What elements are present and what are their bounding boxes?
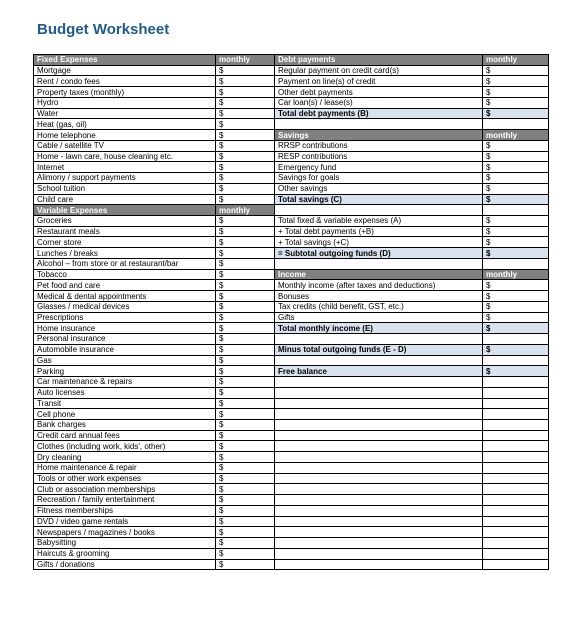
- blank-row: [275, 548, 549, 559]
- summary-label: Free balance: [275, 366, 483, 377]
- total-row: [275, 323, 549, 334]
- summary-label: Other debt payments: [275, 87, 483, 98]
- summary-row: [275, 312, 549, 323]
- expense-row: [34, 76, 275, 87]
- expense-label: Restaurant meals: [34, 226, 216, 237]
- amount-field[interactable]: $: [216, 409, 275, 420]
- expense-label: Dry cleaning: [34, 452, 216, 463]
- blank-cell: [275, 334, 483, 345]
- summary-label: Total monthly income (E): [275, 323, 483, 334]
- expense-row: [34, 559, 275, 570]
- section-header-row: [34, 55, 275, 66]
- amount-field[interactable]: $: [216, 334, 275, 345]
- amount-field[interactable]: $: [483, 97, 549, 108]
- blank-row: [275, 355, 549, 366]
- total-row: [275, 366, 549, 377]
- summary-row: [275, 76, 549, 87]
- amount-field[interactable]: $: [483, 248, 549, 259]
- summary-label: Savings for goals: [275, 173, 483, 184]
- blank-cell: [275, 398, 483, 409]
- total-row: [275, 108, 549, 119]
- amount-field[interactable]: $: [483, 312, 549, 323]
- expense-label: Alcohol – from store or at restaurant/bar: [34, 258, 216, 269]
- amount-field[interactable]: $: [483, 65, 549, 76]
- amount-field[interactable]: $: [216, 527, 275, 538]
- amount-field[interactable]: $: [483, 366, 549, 377]
- expense-row: [34, 548, 275, 559]
- summary-label: Tax credits (child benefit, GST, etc.): [275, 301, 483, 312]
- expense-row: [34, 441, 275, 452]
- amount-field[interactable]: $: [216, 173, 275, 184]
- amount-field[interactable]: $: [483, 280, 549, 291]
- expense-label: School tuition: [34, 183, 216, 194]
- summary-row: [275, 183, 549, 194]
- blank-cell: [275, 505, 483, 516]
- section-header-row: [275, 55, 549, 66]
- blank-cell: [275, 119, 483, 130]
- summary-row: [275, 162, 549, 173]
- expense-row: [34, 87, 275, 98]
- expense-label: Alimony / support payments: [34, 173, 216, 184]
- blank-cell: [275, 205, 483, 216]
- blank-cell: [275, 516, 483, 527]
- expense-label: Groceries: [34, 216, 216, 227]
- summary-row: [275, 216, 549, 227]
- blank-row: [275, 495, 549, 506]
- expense-row: [34, 119, 275, 130]
- amount-field[interactable]: $: [216, 452, 275, 463]
- total-row: [275, 344, 549, 355]
- blank-row: [275, 441, 549, 452]
- blank-cell: [275, 452, 483, 463]
- blank-row: [275, 462, 549, 473]
- amount-field[interactable]: $: [216, 151, 275, 162]
- amount-field[interactable]: $: [216, 280, 275, 291]
- amount-field[interactable]: $: [483, 87, 549, 98]
- expense-row: [34, 344, 275, 355]
- amount-field[interactable]: $: [483, 301, 549, 312]
- expense-row: [34, 387, 275, 398]
- amount-field[interactable]: $: [216, 65, 275, 76]
- amount-field[interactable]: $: [216, 355, 275, 366]
- blank-row: [275, 559, 549, 570]
- amount-field[interactable]: $: [216, 377, 275, 388]
- summary-label: Car loan(s) / lease(s): [275, 97, 483, 108]
- blank-row: [275, 516, 549, 527]
- blank-cell: [275, 409, 483, 420]
- expense-row: [34, 162, 275, 173]
- amount-field[interactable]: $: [216, 516, 275, 527]
- expense-label: Water: [34, 108, 216, 119]
- amount-field[interactable]: $: [483, 291, 549, 302]
- expense-row: [34, 377, 275, 388]
- amount-field[interactable]: $: [483, 344, 549, 355]
- summary-label: Total debt payments (B): [275, 108, 483, 119]
- blank-row: [275, 473, 549, 484]
- column-header-monthly: monthly: [483, 55, 549, 66]
- blank-row: [275, 419, 549, 430]
- amount-field[interactable]: $: [483, 151, 549, 162]
- total-row: [275, 194, 549, 205]
- summary-row: [275, 173, 549, 184]
- amount-field[interactable]: $: [216, 108, 275, 119]
- expense-row: [34, 355, 275, 366]
- expense-row: [34, 130, 275, 141]
- expense-row: [34, 505, 275, 516]
- summary-row: [275, 97, 549, 108]
- expense-row: [34, 194, 275, 205]
- expense-label: Home telephone: [34, 130, 216, 141]
- expense-label: Transit: [34, 398, 216, 409]
- blank-cell: [275, 387, 483, 398]
- expense-label: DVD / video game rentals: [34, 516, 216, 527]
- summary-row: [275, 226, 549, 237]
- amount-field[interactable]: $: [216, 344, 275, 355]
- expense-row: [34, 430, 275, 441]
- blank-cell: [483, 484, 549, 495]
- summary-row: [275, 87, 549, 98]
- section-header: Savings: [275, 130, 483, 141]
- expense-label: Rent / condo fees: [34, 76, 216, 87]
- blank-cell: [483, 452, 549, 463]
- expense-label: Home maintenance & repair: [34, 462, 216, 473]
- amount-field[interactable]: $: [216, 76, 275, 87]
- blank-cell: [483, 516, 549, 527]
- expense-label: Fitness memberships: [34, 505, 216, 516]
- summary-label: Total fixed & variable expenses (A): [275, 216, 483, 227]
- blank-cell: [275, 430, 483, 441]
- blank-cell: [483, 409, 549, 420]
- expense-label: Recreation / family entertainment: [34, 495, 216, 506]
- amount-field[interactable]: $: [216, 559, 275, 570]
- expense-label: Newspapers / magazines / books: [34, 527, 216, 538]
- amount-field[interactable]: $: [216, 430, 275, 441]
- expense-label: Cable / satellite TV: [34, 140, 216, 151]
- expense-row: [34, 97, 275, 108]
- expense-label: Babysitting: [34, 538, 216, 549]
- expense-label: Club or association memberships: [34, 484, 216, 495]
- blank-cell: [483, 548, 549, 559]
- amount-field[interactable]: $: [216, 226, 275, 237]
- blank-row: [275, 205, 549, 216]
- blank-cell: [275, 377, 483, 388]
- summary-label: Regular payment on credit card(s): [275, 65, 483, 76]
- amount-field[interactable]: $: [216, 194, 275, 205]
- expense-label: Glasses / medical devices: [34, 301, 216, 312]
- expense-label: Credit card annual fees: [34, 430, 216, 441]
- expense-row: [34, 484, 275, 495]
- amount-field[interactable]: $: [216, 419, 275, 430]
- blank-cell: [483, 505, 549, 516]
- summary-label: + Total debt payments (+B): [275, 226, 483, 237]
- blank-cell: [483, 441, 549, 452]
- blank-cell: [483, 559, 549, 570]
- blank-cell: [275, 441, 483, 452]
- expense-label: Home insurance: [34, 323, 216, 334]
- blank-row: [275, 387, 549, 398]
- expense-row: [34, 398, 275, 409]
- amount-field[interactable]: $: [216, 462, 275, 473]
- expense-label: Automobile insurance: [34, 344, 216, 355]
- expense-label: Pet food and care: [34, 280, 216, 291]
- blank-cell: [483, 119, 549, 130]
- blank-cell: [483, 430, 549, 441]
- section-header: Debt payments: [275, 55, 483, 66]
- amount-field[interactable]: $: [216, 484, 275, 495]
- blank-row: [275, 409, 549, 420]
- blank-cell: [483, 419, 549, 430]
- column-header-monthly: monthly: [216, 55, 275, 66]
- expense-label: Hydro: [34, 97, 216, 108]
- blank-row: [275, 538, 549, 549]
- summary-label: Payment on line(s) of credit: [275, 76, 483, 87]
- blank-cell: [483, 258, 549, 269]
- blank-cell: [275, 419, 483, 430]
- blank-cell: [483, 205, 549, 216]
- summary-row: [275, 140, 549, 151]
- expense-row: [34, 452, 275, 463]
- blank-row: [275, 258, 549, 269]
- blank-row: [275, 505, 549, 516]
- column-header-monthly: monthly: [483, 130, 549, 141]
- summary-label: RRSP contributions: [275, 140, 483, 151]
- summary-label: + Total savings (+C): [275, 237, 483, 248]
- amount-field[interactable]: $: [483, 140, 549, 151]
- amount-field[interactable]: $: [216, 301, 275, 312]
- blank-cell: [275, 527, 483, 538]
- expense-row: [34, 323, 275, 334]
- summary-label: Gifts: [275, 312, 483, 323]
- summary-label: RESP contributions: [275, 151, 483, 162]
- summary-label: = Subtotal outgoing funds (D): [275, 248, 483, 259]
- amount-field[interactable]: $: [216, 130, 275, 141]
- expense-label: Property taxes (monthly): [34, 87, 216, 98]
- expense-label: Heat (gas, oil): [34, 119, 216, 130]
- expense-row: [34, 291, 275, 302]
- summary-row: [275, 237, 549, 248]
- expense-row: [34, 334, 275, 345]
- expense-row: [34, 527, 275, 538]
- expense-label: Personal insurance: [34, 334, 216, 345]
- amount-field[interactable]: $: [216, 538, 275, 549]
- summary-row: [275, 291, 549, 302]
- amount-field[interactable]: $: [216, 162, 275, 173]
- column-header-monthly: monthly: [216, 205, 275, 216]
- blank-cell: [275, 548, 483, 559]
- expense-row: [34, 462, 275, 473]
- summary-label: Minus total outgoing funds (E - D): [275, 344, 483, 355]
- summary-label: Monthly income (after taxes and deductions): [275, 280, 483, 291]
- section-header-row: [275, 269, 549, 280]
- amount-field[interactable]: $: [216, 473, 275, 484]
- expense-row: [34, 173, 275, 184]
- total-row: [275, 248, 549, 259]
- expense-label: Haircuts & grooming: [34, 548, 216, 559]
- section-header: Fixed Expenses: [34, 55, 216, 66]
- expense-row: [34, 516, 275, 527]
- expense-label: Internet: [34, 162, 216, 173]
- expense-row: [34, 495, 275, 506]
- expense-row: [34, 419, 275, 430]
- expense-label: Gas: [34, 355, 216, 366]
- amount-field[interactable]: $: [216, 398, 275, 409]
- blank-cell: [275, 355, 483, 366]
- expense-label: Medical & dental appointments: [34, 291, 216, 302]
- amount-field[interactable]: $: [216, 183, 275, 194]
- section-header: Variable Expenses: [34, 205, 216, 216]
- amount-field[interactable]: $: [216, 291, 275, 302]
- summary-row: [275, 151, 549, 162]
- expense-row: [34, 108, 275, 119]
- blank-row: [275, 430, 549, 441]
- expense-row: [34, 65, 275, 76]
- summary-label: Emergency fund: [275, 162, 483, 173]
- blank-cell: [275, 473, 483, 484]
- blank-row: [275, 334, 549, 345]
- expense-row: [34, 538, 275, 549]
- amount-field[interactable]: $: [216, 258, 275, 269]
- expense-label: Bank charges: [34, 419, 216, 430]
- amount-field[interactable]: $: [216, 495, 275, 506]
- blank-row: [275, 377, 549, 388]
- section-header-row: [34, 205, 275, 216]
- summary-row: [275, 301, 549, 312]
- amount-field[interactable]: $: [483, 226, 549, 237]
- blank-cell: [275, 484, 483, 495]
- blank-cell: [275, 462, 483, 473]
- summary-label: Total savings (C): [275, 194, 483, 205]
- expense-label: Clothes (including work, kids', other): [34, 441, 216, 452]
- expense-row: [34, 409, 275, 420]
- amount-field[interactable]: $: [483, 323, 549, 334]
- blank-cell: [275, 538, 483, 549]
- expense-row: [34, 280, 275, 291]
- expense-row: [34, 237, 275, 248]
- blank-cell: [483, 355, 549, 366]
- section-header: Income: [275, 269, 483, 280]
- amount-field[interactable]: $: [483, 194, 549, 205]
- amount-field[interactable]: $: [483, 216, 549, 227]
- expense-row: [34, 473, 275, 484]
- blank-cell: [275, 258, 483, 269]
- expense-row: [34, 301, 275, 312]
- amount-field[interactable]: $: [216, 387, 275, 398]
- amount-field[interactable]: $: [216, 248, 275, 259]
- expense-row: [34, 248, 275, 259]
- amount-field[interactable]: $: [216, 441, 275, 452]
- expense-label: Lunches / breaks: [34, 248, 216, 259]
- expense-label: Car maintenance & repairs: [34, 377, 216, 388]
- amount-field[interactable]: $: [216, 548, 275, 559]
- amount-field[interactable]: $: [483, 76, 549, 87]
- expense-label: Tools or other work expenses: [34, 473, 216, 484]
- amount-field[interactable]: $: [483, 173, 549, 184]
- expense-label: Prescriptions: [34, 312, 216, 323]
- blank-row: [275, 527, 549, 538]
- expense-label: Cell phone: [34, 409, 216, 420]
- blank-cell: [483, 538, 549, 549]
- summary-label: Bonuses: [275, 291, 483, 302]
- expense-label: Parking: [34, 366, 216, 377]
- blank-row: [275, 452, 549, 463]
- expense-row: [34, 183, 275, 194]
- amount-field[interactable]: $: [483, 108, 549, 119]
- expense-label: Child care: [34, 194, 216, 205]
- blank-cell: [483, 377, 549, 388]
- expense-row: [34, 140, 275, 151]
- expenses-table: [33, 54, 275, 570]
- expense-row: [34, 216, 275, 227]
- expense-label: Tobacco: [34, 269, 216, 280]
- amount-field[interactable]: $: [216, 366, 275, 377]
- expense-label: Mortgage: [34, 65, 216, 76]
- expense-label: Corner store: [34, 237, 216, 248]
- blank-cell: [483, 495, 549, 506]
- blank-cell: [483, 334, 549, 345]
- blank-cell: [275, 495, 483, 506]
- expense-label: Home - lawn care, house cleaning etc.: [34, 151, 216, 162]
- amount-field[interactable]: $: [216, 312, 275, 323]
- blank-cell: [483, 462, 549, 473]
- column-header-monthly: monthly: [483, 269, 549, 280]
- amount-field[interactable]: $: [483, 183, 549, 194]
- section-header-row: [275, 130, 549, 141]
- amount-field[interactable]: $: [483, 237, 549, 248]
- expense-row: [34, 226, 275, 237]
- expense-row: [34, 269, 275, 280]
- summary-row: [275, 280, 549, 291]
- amount-field[interactable]: $: [216, 323, 275, 334]
- expense-row: [34, 366, 275, 377]
- blank-cell: [275, 559, 483, 570]
- amount-field[interactable]: $: [216, 216, 275, 227]
- amount-field[interactable]: $: [216, 119, 275, 130]
- amount-field[interactable]: $: [216, 269, 275, 280]
- amount-field[interactable]: $: [216, 237, 275, 248]
- page-title: Budget Worksheet: [37, 21, 170, 38]
- expense-row: [34, 312, 275, 323]
- amount-field[interactable]: $: [483, 162, 549, 173]
- amount-field[interactable]: $: [216, 87, 275, 98]
- blank-row: [275, 398, 549, 409]
- blank-cell: [483, 473, 549, 484]
- expense-row: [34, 151, 275, 162]
- blank-cell: [483, 387, 549, 398]
- blank-cell: [483, 527, 549, 538]
- expense-row: [34, 258, 275, 269]
- expense-label: Auto licenses: [34, 387, 216, 398]
- blank-row: [275, 119, 549, 130]
- expense-label: Gifts / donations: [34, 559, 216, 570]
- blank-cell: [483, 398, 549, 409]
- amount-field[interactable]: $: [216, 140, 275, 151]
- summary-table: [274, 54, 549, 570]
- summary-row: [275, 65, 549, 76]
- amount-field[interactable]: $: [216, 505, 275, 516]
- amount-field[interactable]: $: [216, 97, 275, 108]
- summary-label: Other savings: [275, 183, 483, 194]
- blank-row: [275, 484, 549, 495]
